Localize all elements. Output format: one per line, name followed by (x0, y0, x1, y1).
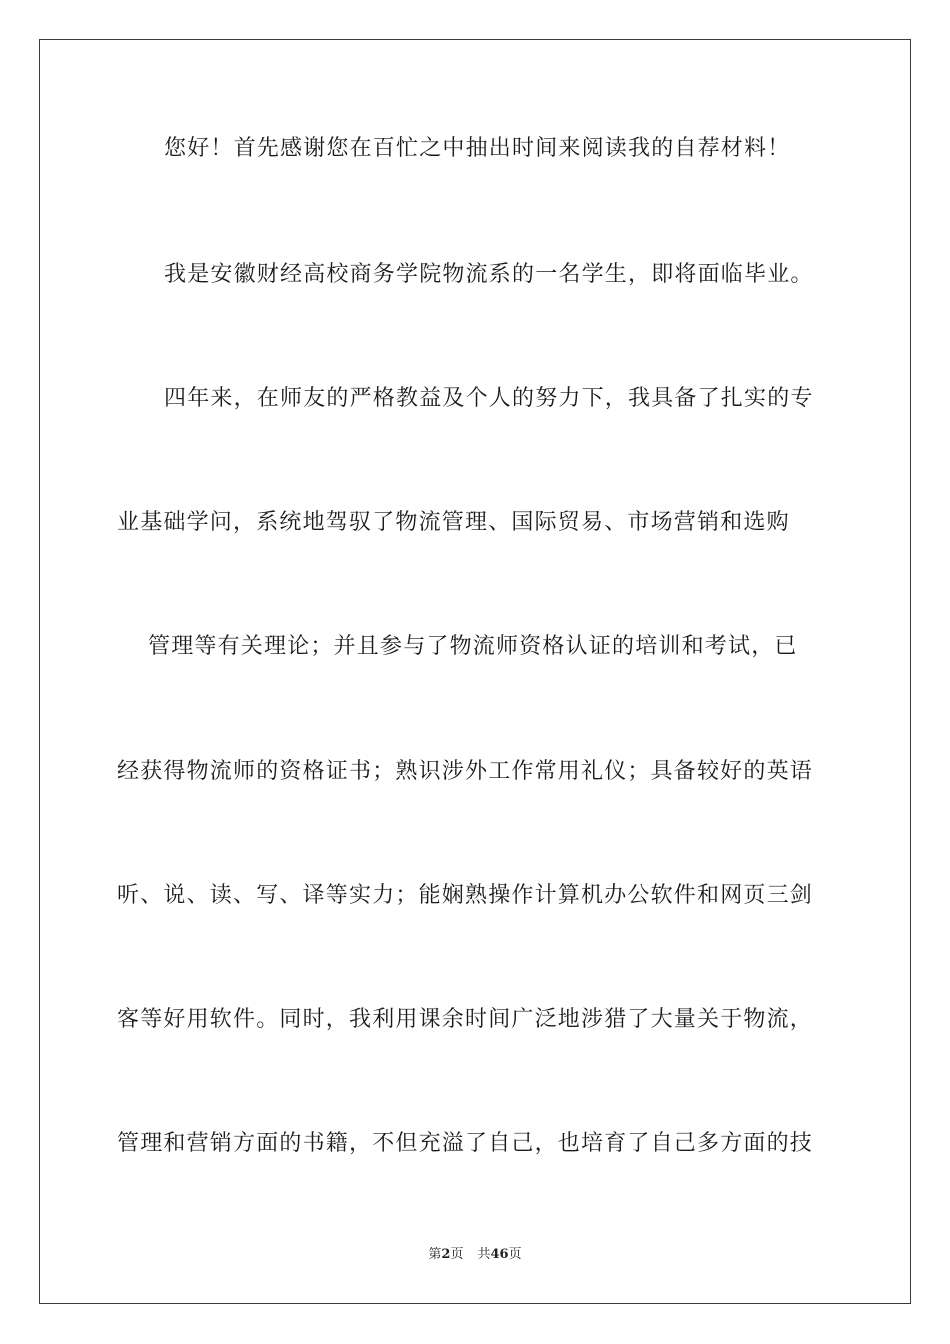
text-line-6: 经获得物流师的资格证书；熟识涉外工作常用礼仪；具备较好的英语 (117, 759, 814, 784)
text-line-1: 您好！首先感谢您在百忙之中抽出时间来阅读我的自荐材料！ (164, 136, 791, 161)
text-line-7: 听、说、读、写、译等实力；能娴熟操作计算机办公软件和网页三剑 (117, 883, 814, 908)
page-footer (0, 1247, 950, 1263)
text-line-3: 四年来，在师友的严格教益及个人的努力下，我具备了扎实的专 (164, 386, 814, 411)
page-number: 2 (441, 1247, 451, 1262)
total-pages: 46 (490, 1247, 509, 1262)
page-border (39, 39, 911, 1304)
page-suffix: 页 (450, 1247, 464, 1262)
text-line-9: 管理和营销方面的书籍，不但充溢了自己，也培育了自己多方面的技 (117, 1131, 814, 1156)
page-prefix: 第 (428, 1247, 442, 1262)
text-line-5: 管理等有关理论；并且参与了物流师资格认证的培训和考试，已 (148, 634, 798, 659)
text-line-2: 我是安徽财经高校商务学院物流系的一名学生，即将面临毕业。 (164, 262, 814, 287)
text-line-8: 客等好用软件。同时，我利用课余时间广泛地涉猎了大量关于物流， (117, 1007, 814, 1032)
total-prefix: 共 (477, 1247, 491, 1262)
total-suffix: 页 (508, 1247, 522, 1262)
text-line-4: 业基础学问，系统地驾驭了物流管理、国际贸易、市场营销和选购 (117, 510, 790, 535)
